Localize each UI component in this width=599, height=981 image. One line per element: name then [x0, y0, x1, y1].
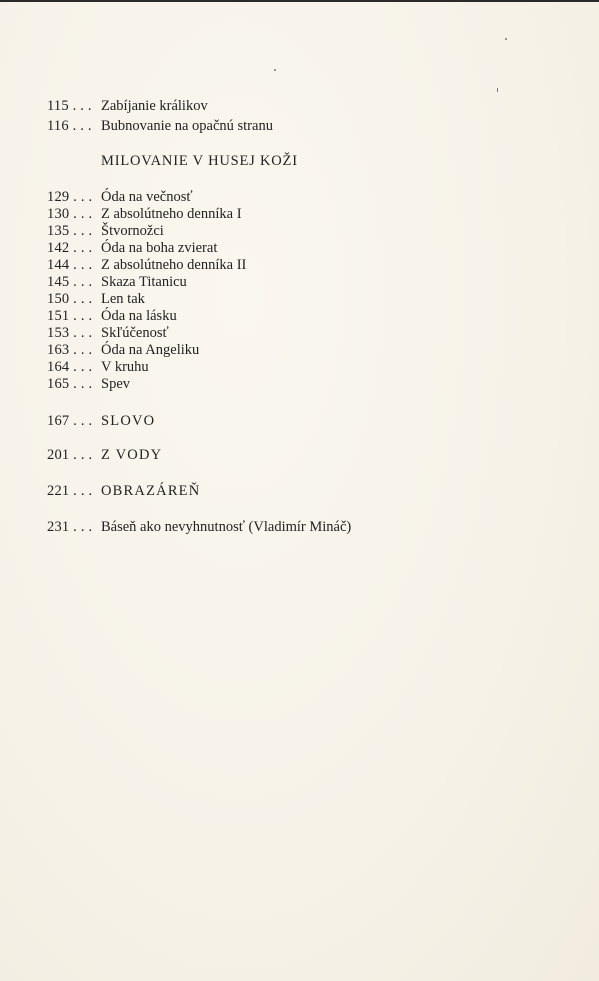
toc-page-number: 201 . . .: [47, 447, 93, 463]
paper-speck: [274, 69, 276, 71]
toc-page-number: 130 . . .: [47, 206, 93, 222]
toc-title: Z absolútneho denníka II: [101, 257, 247, 273]
toc-title: Óda na večnosť: [101, 189, 193, 205]
toc-page-number: 150 . . .: [47, 291, 93, 307]
paper-speck: [505, 38, 507, 40]
toc-page-number: 116 . . .: [47, 118, 92, 134]
toc-title: Len tak: [101, 291, 145, 307]
toc-page-number: 163 . . .: [47, 342, 93, 358]
toc-title: SLOVO: [101, 413, 156, 429]
toc-title: Spev: [101, 376, 130, 392]
section-heading: MILOVANIE V HUSEJ KOŽI: [101, 153, 298, 169]
toc-title: Z VODY: [101, 447, 163, 463]
toc-page-number: 142 . . .: [47, 240, 93, 256]
toc-title: Óda na lásku: [101, 308, 177, 324]
toc-page-number: 135 . . .: [47, 223, 93, 239]
toc-title: Skaza Titanicu: [101, 274, 187, 290]
toc-title: Báseň ako nevyhnutnosť (Vladimír Mináč): [101, 519, 352, 535]
toc-title: V kruhu: [101, 359, 149, 375]
toc-title: Štvornožci: [101, 223, 164, 239]
toc-title: Óda na Angeliku: [101, 342, 200, 358]
toc-page-number: 221 . . .: [47, 483, 93, 499]
toc-page-number: 165 . . .: [47, 376, 93, 392]
toc-page-number: 145 . . .: [47, 274, 93, 290]
toc-page-number: 115 . . .: [47, 98, 92, 114]
toc-title: OBRAZÁREŇ: [101, 483, 201, 499]
toc-page-number: 231 . . .: [47, 519, 93, 535]
toc-page-number: 164 . . .: [47, 359, 93, 375]
paper-speck: [497, 88, 498, 92]
toc-title: Bubnovanie na opačnú stranu: [101, 118, 273, 134]
toc-title: Óda na boha zvierat: [101, 240, 218, 256]
toc-page-number: 167 . . .: [47, 413, 93, 429]
toc-page-number: 129 . . .: [47, 189, 93, 205]
toc-title: Skľúčenosť: [101, 325, 169, 341]
toc-page-number: 153 . . .: [47, 325, 93, 341]
toc-page-number: 151 . . .: [47, 308, 93, 324]
page-top-edge: [0, 0, 599, 2]
toc-title: Zabíjanie králikov: [101, 98, 208, 114]
toc-page-number: 144 . . .: [47, 257, 93, 273]
toc-title: Z absolútneho denníka I: [101, 206, 242, 222]
